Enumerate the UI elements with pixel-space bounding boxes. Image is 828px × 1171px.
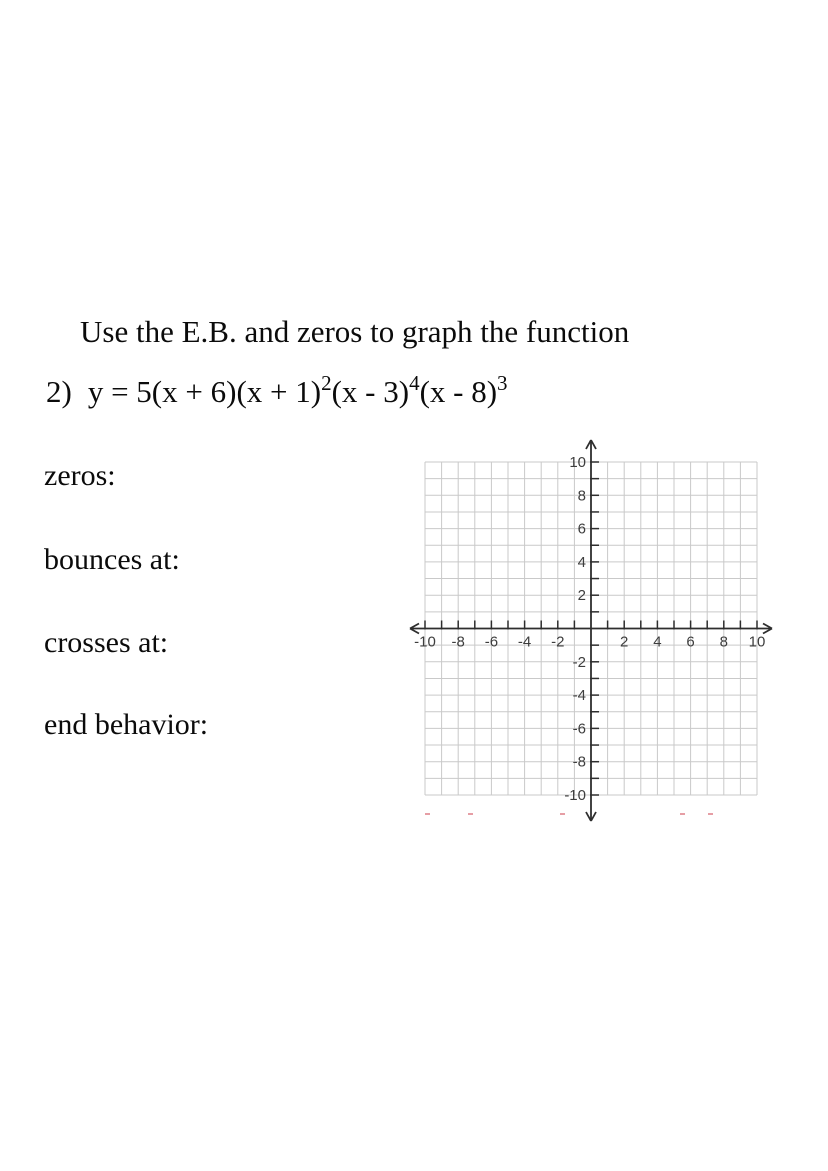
field-label-zeros: zeros: [44, 459, 116, 492]
page-title: Use the E.B. and zeros to graph the function [80, 314, 630, 349]
svg-text:4: 4 [577, 553, 586, 571]
svg-text:6: 6 [577, 520, 586, 538]
svg-text:10: 10 [569, 454, 586, 471]
field-label-bounces-at: bounces at: [44, 543, 180, 576]
svg-text:2: 2 [577, 587, 586, 605]
svg-text:10: 10 [748, 633, 766, 651]
equation-part-3: (x - 8) [419, 374, 498, 409]
svg-text:8: 8 [577, 487, 586, 505]
equation-exponent-2: 4 [409, 371, 420, 395]
svg-text:-6: -6 [572, 720, 586, 738]
svg-text:-8: -8 [572, 753, 586, 771]
svg-text:-4: -4 [572, 687, 586, 705]
equation-exponent-1: 2 [321, 371, 332, 395]
svg-text:6: 6 [686, 633, 695, 651]
field-label-crosses-at: crosses at: [44, 626, 169, 659]
svg-text:-10: -10 [414, 633, 436, 651]
svg-text:-8: -8 [451, 633, 465, 651]
svg-text:8: 8 [719, 633, 728, 651]
svg-text:-6: -6 [484, 633, 499, 651]
problem-equation [46, 372, 508, 412]
equation-part-1: y = 5(x + 6)(x + 1) [87, 374, 322, 409]
problem-number: 2) [46, 374, 72, 409]
coordinate-grid-svg [403, 436, 781, 828]
svg-text:2: 2 [620, 633, 629, 651]
svg-text:-2: -2 [551, 633, 565, 651]
equation-exponent-3: 3 [497, 371, 508, 395]
svg-text:4: 4 [653, 633, 662, 651]
svg-text:-10: -10 [564, 787, 586, 804]
field-label-end-behavior: end behavior: [44, 708, 209, 741]
svg-text:-4: -4 [517, 633, 532, 651]
svg-text:-2: -2 [572, 653, 586, 671]
equation-part-2: (x - 3) [331, 374, 410, 409]
